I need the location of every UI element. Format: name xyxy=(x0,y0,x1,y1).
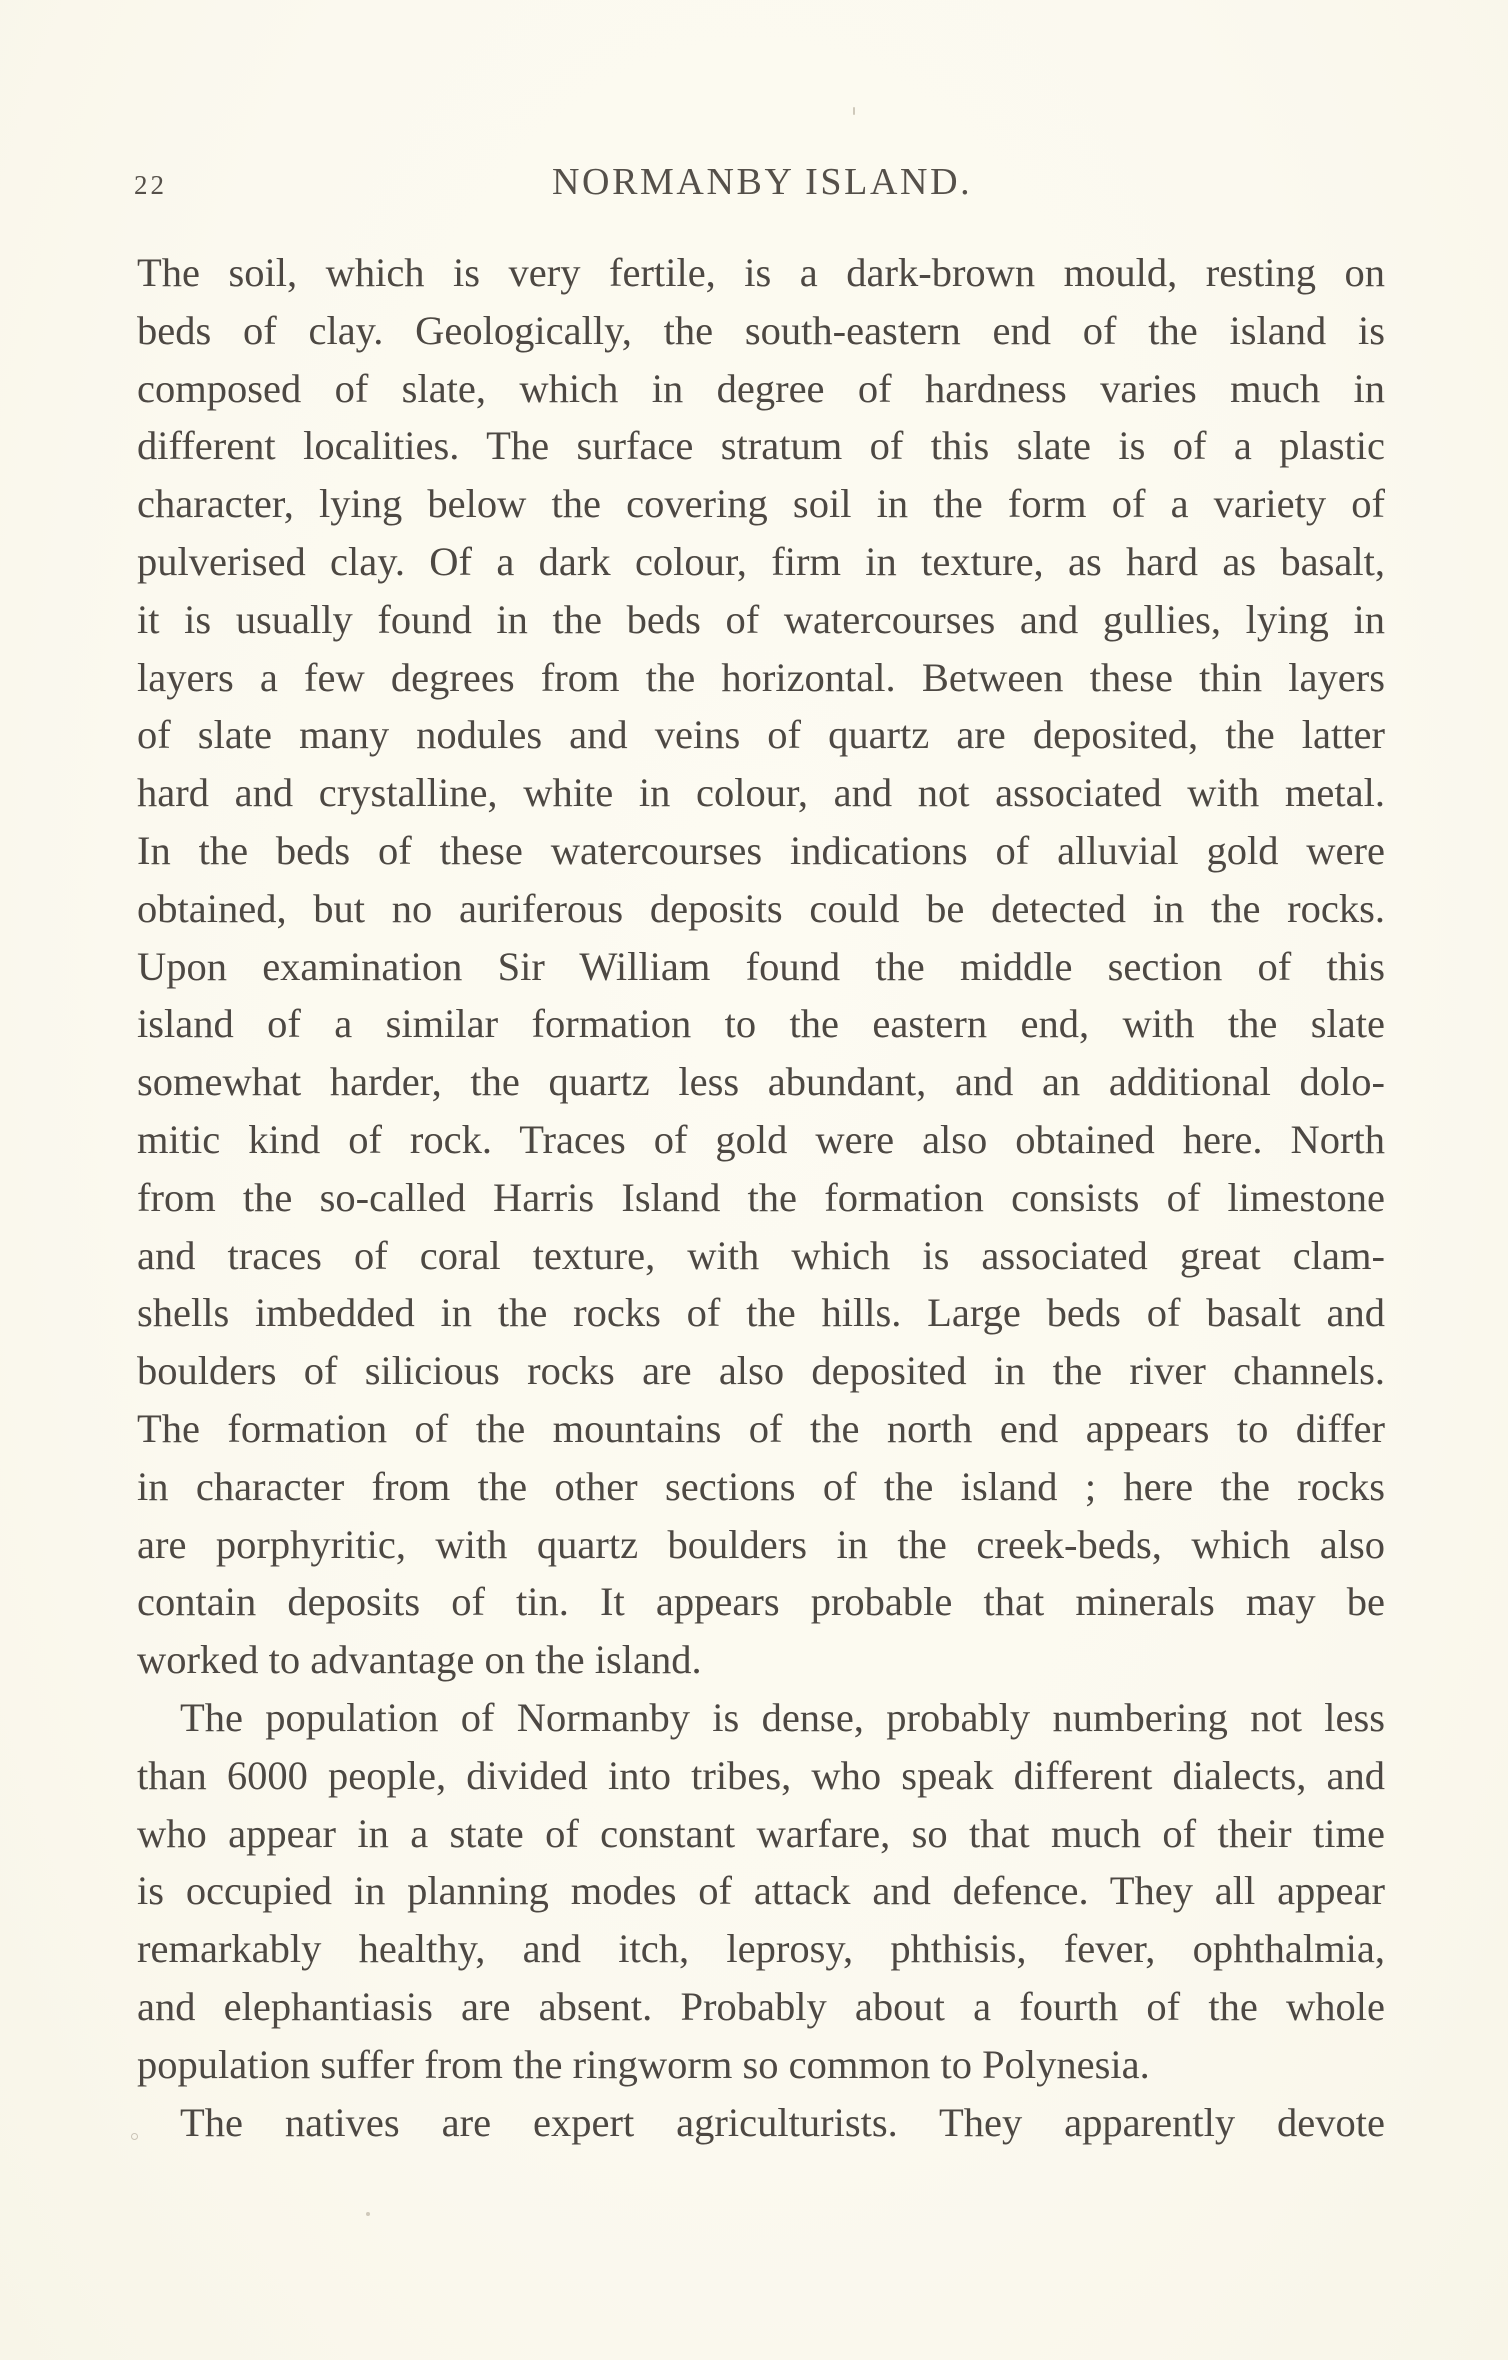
text-line: somewhat harder, the quartz less abundant, and an additional dolo- xyxy=(137,1059,1385,1105)
text-line: pulverised clay. Of a dark colour, firm in texture, as hard as basalt, xyxy=(137,539,1385,584)
text-line: and traces of coral texture, with which is associated great clam- xyxy=(137,1232,1385,1278)
text-line: boulders of silicious rocks are also deposited in the river channels. xyxy=(137,1348,1385,1394)
text-line: The soil, which is very fertile, is a dark-brown mould, resting on xyxy=(137,250,1385,295)
paper-speck xyxy=(366,2212,370,2216)
running-title: NORMANBY ISLAND. xyxy=(552,161,973,203)
text-line: composed of slate, which in degree of hardness varies much in xyxy=(137,365,1385,411)
text-line: obtained, but no auriferous deposits could be detected in the rocks. xyxy=(137,885,1385,931)
text-line: Upon examination Sir William found the middle section of this xyxy=(137,943,1385,989)
text-line: in character from the other sections of the island ; here the rocks xyxy=(137,1463,1385,1509)
running-head xyxy=(0,0,1508,220)
text-line: character, lying below the covering soil in the form of a variety of xyxy=(137,481,1385,527)
text-line: island of a similar formation to the eastern end, with the slate xyxy=(137,1001,1385,1047)
text-line: layers a few degrees from the horizontal. Between these thin layers xyxy=(137,654,1385,700)
text-line: population suffer from the ringworm so common to Polynesia. xyxy=(137,2041,1150,2087)
text-line: The formation of the mountains of the north end appears to differ xyxy=(137,1406,1385,1451)
text-line: The natives are expert agriculturists. They apparently devote xyxy=(180,2099,1385,2145)
text-line: and elephantiasis are absent. Probably about a fourth of the whole xyxy=(137,1984,1385,2029)
text-line: beds of clay. Geologically, the south-eastern end of the island is xyxy=(137,307,1385,353)
text-line: mitic kind of rock. Traces of gold were also obtained here. North xyxy=(137,1117,1385,1162)
text-line: from the so-called Harris Island the formation consists of limestone xyxy=(137,1174,1385,1220)
paper-speck xyxy=(853,107,855,115)
text-line: are porphyritic, with quartz boulders in the creek-beds, which also xyxy=(137,1521,1385,1567)
text-line: is occupied in planning modes of attack and defence. They all appear xyxy=(137,1868,1385,1914)
text-line: it is usually found in the beds of watercourses and gullies, lying in xyxy=(137,596,1385,642)
paper-speck xyxy=(131,2133,138,2140)
text-line: remarkably healthy, and itch, leprosy, phthisis, fever, ophthalmia, xyxy=(137,1926,1385,1972)
text-line: contain deposits of tin. It appears probable that minerals may be xyxy=(137,1579,1385,1625)
text-line: The population of Normanby is dense, probably numbering not less xyxy=(180,1695,1385,1740)
text-line: hard and crystalline, white in colour, and not associated with metal. xyxy=(137,770,1385,816)
text-line: worked to advantage on the island. xyxy=(137,1637,702,1683)
text-line: of slate many nodules and veins of quartz are deposited, the latter xyxy=(137,712,1385,758)
text-line: different localities. The surface stratum of this slate is of a plastic xyxy=(137,423,1385,469)
text-line: shells imbedded in the rocks of the hills. Large beds of basalt and xyxy=(137,1290,1385,1336)
page-number: 22 xyxy=(134,170,167,200)
text-line: In the beds of these watercourses indications of alluvial gold were xyxy=(137,828,1385,873)
text-line: who appear in a state of constant warfare, so that much of their time xyxy=(137,1810,1385,1856)
text-line: than 6000 people, divided into tribes, who speak different dialects, and xyxy=(137,1752,1385,1798)
